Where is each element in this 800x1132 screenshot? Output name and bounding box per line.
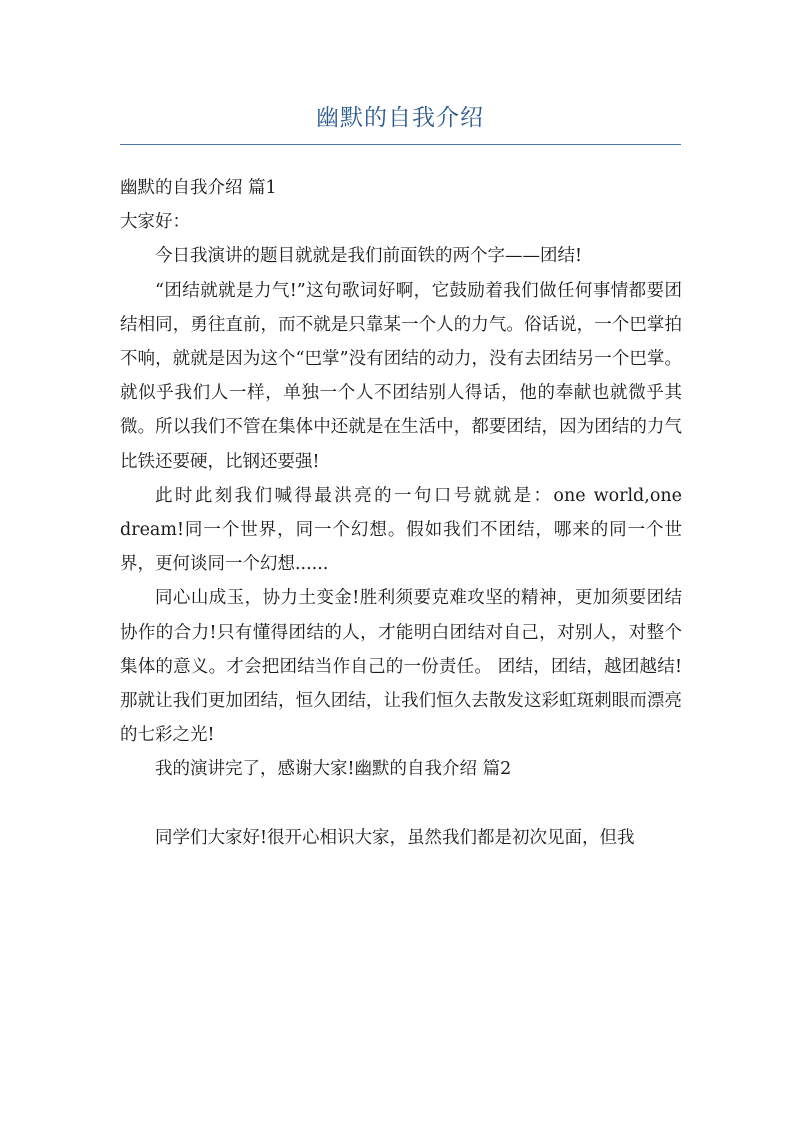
paragraph: 此时此刻我们喊得最洪亮的一句口号就就是：one world,one dream!同一个世界，同一个幻想。假如我们不团结，哪来的同一个世界，更何谈同一个幻想...... bbox=[120, 485, 682, 575]
paragraph: “团结就就是力气!”这句歌词好啊，它鼓励着我们做任何事情都要团结相同，勇往直前，而不就是只靠某一个人的力气。俗话说，一个巴掌拍不响，就就是因为这个“巴掌”没有团结的动力，没有去团结另一个巴掌。就似乎我们人一样，单独一个人不团结别人得话，他的奉献也就微乎其微。所以我们不管在集体中还就是在生活中，都要团结，因为团结的力气比铁还要硬，比钢还要强! bbox=[120, 280, 682, 472]
document-title: 幽默的自我介绍 bbox=[316, 105, 484, 131]
paragraph: 今日我演讲的题目就就是我们前面铁的两个字——团结! bbox=[155, 246, 583, 267]
document-body bbox=[120, 171, 682, 855]
title-divider bbox=[120, 144, 681, 145]
greeting: 大家好： bbox=[120, 212, 190, 233]
paragraph: 我的演讲完了，感谢大家!幽默的自我介绍 篇2 bbox=[155, 759, 512, 780]
section-heading: 幽默的自我介绍 篇1 bbox=[120, 178, 277, 198]
blank-line bbox=[120, 787, 682, 821]
paragraph: 同心山成玉，协力土变金!胜利须要克难攻坚的精神，更加须要团结协作的合力!只有懂得团结的人，才能明白团结对自己，对别人，对整个集体的意义。才会把团结当作自己的一份责任。 团结，团结，越团越结!那就让我们更加团结，恒久团结，让我们恒久去散发这彩虹斑刺眼而漂亮的七彩之光! bbox=[120, 588, 682, 746]
paragraph: 同学们大家好!很开心相识大家，虽然我们都是初次见面，但我 bbox=[155, 827, 635, 848]
